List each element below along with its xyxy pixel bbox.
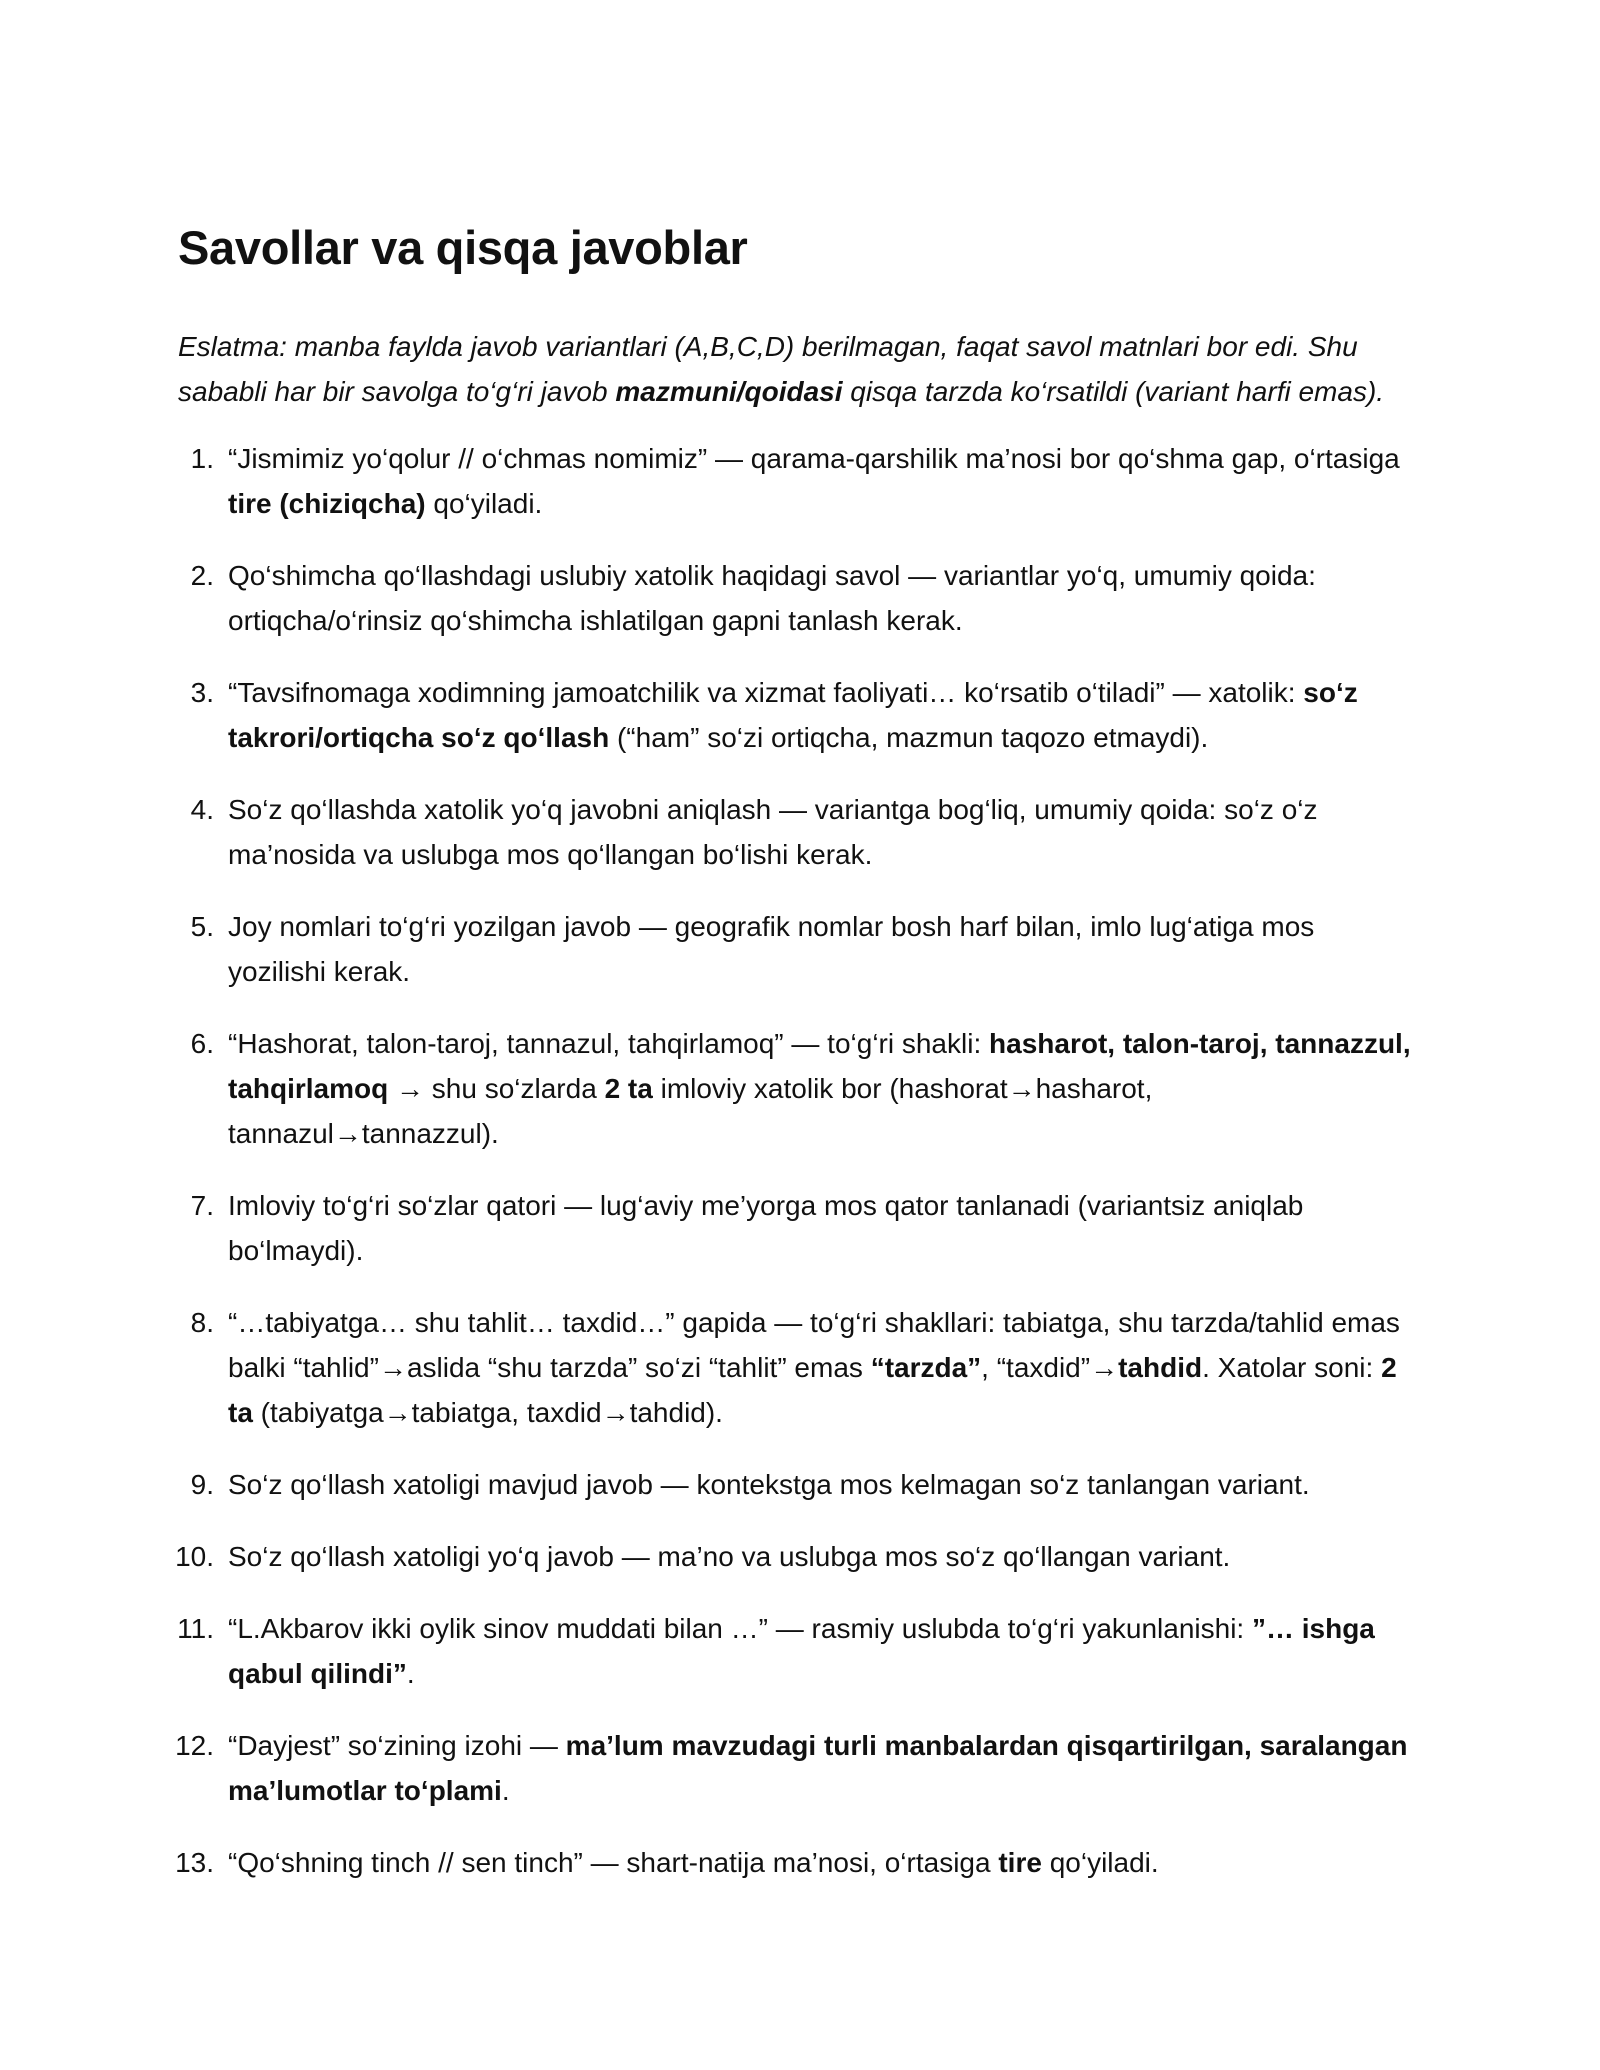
answer-text: “Dayjest” so‘zining izohi — xyxy=(228,1730,566,1762)
note-text-end: qisqa tarzda ko‘rsatildi (variant harfi emas). xyxy=(842,376,1385,408)
list-item xyxy=(178,1021,1418,1156)
list-item-number: 12. xyxy=(175,1730,214,1762)
list-item xyxy=(178,1183,1418,1273)
list-item-number: 9. xyxy=(190,1469,214,1501)
list-item-number: 11. xyxy=(177,1613,214,1645)
answer-text: (“ham” so‘zi ortiqcha, mazmun taqozo etmaydi). xyxy=(609,722,1209,754)
list-item-number: 8. xyxy=(190,1307,214,1339)
list-item-number: 10. xyxy=(175,1541,214,1573)
page-title: Savollar va qisqa javoblar xyxy=(178,221,748,274)
note-paragraph xyxy=(178,324,1418,414)
answer-text: So‘z qo‘llash xatoligi yo‘q javob — ma’no va uslubga mos so‘z qo‘llangan variant. xyxy=(228,1541,1231,1573)
answer-text: . xyxy=(406,1658,415,1690)
list-item xyxy=(178,787,1418,877)
answer-bold-text: 2 ta xyxy=(604,1073,653,1105)
answer-text: “Hashorat, talon-taroj, tannazul, tahqirlamoq” — to‘g‘ri shakli: xyxy=(228,1028,990,1060)
answer-text: So‘z qo‘llashda xatolik yo‘q javobni aniqlash — variantga bog‘liq, umumiy qoida: so‘z o‘z ma’nosida va uslubga mos qo‘llangan bo‘lishi kerak. xyxy=(228,794,1318,871)
answer-bold-text: “tarzda” xyxy=(870,1352,982,1384)
list-item xyxy=(178,904,1418,994)
list-item xyxy=(178,1606,1418,1696)
list-item-number: 13. xyxy=(175,1847,214,1879)
answer-text: Qo‘shimcha qo‘llashdagi uslubiy xatolik haqidagi savol — variantlar yo‘q, umumiy qoida: ortiqcha/o‘rinsiz qo‘shimcha ishlatilgan gapni tanlash kerak. xyxy=(228,560,1316,637)
list-item xyxy=(175,1723,1418,1813)
list-item xyxy=(178,1300,1418,1435)
list-item-number: 4. xyxy=(190,794,214,826)
answer-text: So‘z qo‘llash xatoligi mavjud javob — kontekstga mos kelmagan so‘z tanlangan variant. xyxy=(228,1469,1310,1501)
answer-list xyxy=(175,436,1418,1885)
list-item xyxy=(175,1534,1418,1579)
list-item-number: 1. xyxy=(190,443,214,475)
list-item-number: 3. xyxy=(190,677,214,709)
answer-text: → shu so‘zlarda xyxy=(388,1073,605,1105)
note-bold-text: mazmuni/qoidasi xyxy=(615,376,843,408)
list-item-number: 7. xyxy=(190,1190,214,1222)
answer-bold-text: ma’lum mavzudagi turli manbalardan qisqartirilgan, saralangan ma’lumotlar to‘plami xyxy=(228,1730,1408,1807)
answer-text: Joy nomlari to‘g‘ri yozilgan javob — geografik nomlar bosh harf bilan, imlo lug‘atiga mos yozilishi kerak. xyxy=(228,911,1315,988)
answer-text: “…tabiyatga… shu tahlit… taxdid…” gapida — to‘g‘ri shakllari: tabiatga, shu tarzda/tahlid emas balki “tahlid”→aslida “shu tarzda” so‘zi “tahlit” emas xyxy=(228,1307,1400,1384)
answer-text: . Xatolar soni: xyxy=(1202,1352,1382,1384)
list-item xyxy=(178,436,1418,526)
answer-bold-text: so‘z takrori/ortiqcha so‘z qo‘llash xyxy=(228,677,1358,754)
answer-bold-text: tire (chiziqcha) xyxy=(228,488,426,520)
answer-text: (tabiyatga→tabiatga, taxdid→tahdid). xyxy=(252,1397,723,1429)
list-item xyxy=(178,670,1418,760)
list-item-number: 5. xyxy=(190,911,214,943)
document-page xyxy=(175,220,1418,1912)
note-text: Eslatma: manba faylda javob variantlari (A,B,C,D) berilmagan, faqat savol matnlari bor edi. Shu sababli har bir savolga to‘g‘ri javob xyxy=(178,331,1358,408)
answer-text: “L.Akbarov ikki oylik sinov muddati bilan …” — rasmiy uslubda to‘g‘ri yakunlanishi: xyxy=(228,1613,1252,1645)
answer-text: qo‘yiladi. xyxy=(425,488,543,520)
answer-text: Imloviy to‘g‘ri so‘zlar qatori — lug‘aviy me’yorga mos qator tanlanadi (variantsiz aniqlab bo‘lmaydi). xyxy=(228,1190,1304,1267)
answer-text: “Qo‘shning tinch // sen tinch” — shart-natija ma’nosi, o‘rtasiga xyxy=(228,1847,999,1879)
list-item-number: 2. xyxy=(190,560,214,592)
answer-bold-text: hasharot, talon-taroj, tannazzul, tahqirlamoq xyxy=(228,1028,1411,1105)
answer-text: imloviy xatolik bor (hashorat→hasharot, tannazul→tannazzul). xyxy=(228,1073,1153,1150)
list-item-number: 6. xyxy=(190,1028,214,1060)
answer-text: “Jismimiz yo‘qolur // o‘chmas nomimiz” — qarama-qarshilik ma’nosi bor qo‘shma gap, o‘rtasiga xyxy=(228,443,1400,475)
list-item xyxy=(175,1840,1418,1885)
answer-text: “Tavsifnomaga xodimning jamoatchilik va xizmat faoliyati… ko‘rsatib o‘tiladi” — xatolik: xyxy=(228,677,1304,709)
answer-bold-text: tahdid xyxy=(1118,1352,1203,1384)
list-item xyxy=(178,553,1418,643)
list-item xyxy=(178,1462,1418,1507)
answer-bold-text: 2 ta xyxy=(228,1352,1397,1429)
answer-text: , “taxdid”→ xyxy=(981,1352,1119,1384)
answer-text: qo‘yiladi. xyxy=(1041,1847,1159,1879)
answer-text: . xyxy=(501,1775,510,1807)
answer-bold-text: ”… ishga qabul qilindi” xyxy=(228,1613,1375,1690)
answer-bold-text: tire xyxy=(998,1847,1042,1879)
